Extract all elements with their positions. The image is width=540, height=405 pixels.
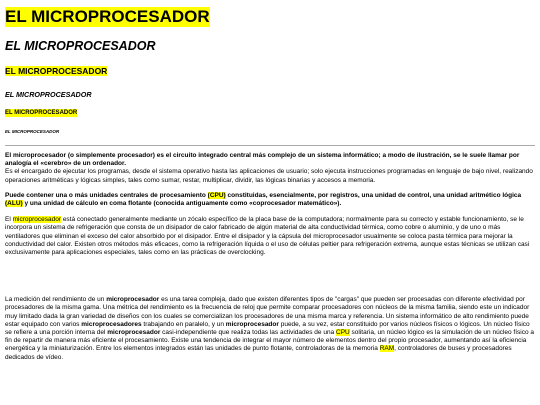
units-text-b: constituidas, esencialmente, por registros, una unidad de control, una unidad aritmético lógica	[225, 191, 522, 199]
units-text-c: y una unidad de cálculo en coma flotante (conocida antiguamente como «coprocesador matemático»).	[22, 200, 342, 208]
intro-bold: El microprocesador (o simplemente procesador) es el circuito integrado central más complejo de un sistema informático; a modo de ilustración, se le suele llamar por analogía el «cerebro» de un ordenador.	[5, 152, 520, 168]
paragraph-performance	[5, 296, 535, 362]
perf-bold-1: microprocesador	[106, 296, 160, 304]
intro-rest: Es el encargado de ejecutar los programas, desde el sistema operativo hasta las aplicaciones de usuario; solo ejecuta instrucciones programadas en lenguaje de bajo nivel, realizando operaciones aritméticas y lógicas simples, tales como sumar, restar, multiplicar, dividir, las lógicas binarias y accesos a memoria.	[5, 168, 533, 184]
perf-text-e: puede, a su vez, estar constituido por varios núcleos físicos o lógicos. Un núcleo físico se refiere a una porción interna del	[5, 320, 530, 337]
divider	[5, 145, 535, 146]
perf-bold-4: microprocesador	[107, 329, 161, 337]
perf-text-g: solitaria, un núcleo lógico es la simulación de un núcleo físico a fin de repartir de manera más eficiente el procesamiento. Existe una tendencia de integrar el mayor número de elementos dentro del propio procesador, aumentando así la eficiencia energética y la miniaturización. Entre los elementos integrados están las unidades de punto flotante, controladoras de la memoria	[5, 329, 535, 353]
heading-2: EL MICROPROCESADOR	[5, 39, 156, 53]
heading-3: EL MICROPROCESADOR	[5, 66, 108, 76]
heading-5: EL MICROPROCESADOR	[5, 110, 78, 116]
perf-bold-3: microprocesador	[225, 320, 279, 328]
perf-text-a: La medición del rendimiento de un	[5, 296, 107, 304]
cpu-highlight: (CPU)	[207, 191, 226, 199]
heading-6: EL MICROPROCESADOR	[5, 129, 60, 134]
perf-bold-2: microprocesadores	[81, 320, 142, 328]
perf-text-d: trabajando en paralelo, y un	[141, 320, 226, 328]
perf-text-f: casi-independiente que realiza todas las actividades de una	[160, 329, 336, 337]
cpu-highlight-2: CPU	[336, 329, 350, 337]
heading-4: EL MICROPROCESADOR	[5, 90, 92, 99]
paragraph-cooling	[5, 216, 535, 257]
ram-highlight: RAM	[379, 345, 395, 353]
paragraph-intro	[5, 152, 535, 185]
alu-highlight: (ALU)	[5, 200, 23, 208]
heading-1: EL MICROPROCESADOR	[5, 7, 210, 26]
microprocesador-highlight: microprocesador	[12, 216, 62, 224]
paragraph-units	[5, 192, 535, 208]
perf-text-h: , controladores de buses y procesadores dedicados de vídeo.	[5, 345, 512, 361]
units-text-a: Puede contener una o más unidades centrales de procesamiento	[5, 191, 208, 199]
cooling-lead: El	[5, 216, 13, 224]
cooling-text: está conectado generalmente mediante un zócalo específico de la placa base de la computadora; normalmente para su correcto y estable funcionamiento, se le incorpora un sistema de refrigeración que consta de un disipador de calor fabricado de algún material de alta conductividad térmica, como cobre o aluminio, y de uno o más ventiladores que eliminan el exceso del calor absorbido por el disipador. Entre el disipador y la cápsula del microprocesador usualmente se coloca pasta térmica para mejorar la conductividad del calor. Existen otros métodos más eficaces, como la refrigeración líquida o el uso de células peltier para refrigeración extrema, aunque estas técnicas se utilizan casi exclusivamente para aplicaciones especiales, tales como en las prácticas de overclocking.	[5, 216, 530, 257]
perf-text-c: es una tarea compleja, dado que existen diferentes tipos de "cargas" que pueden ser procesadas con diferente efectividad por procesadores de la misma gama. Una métrica del rendimiento es la frecuencia de reloj que permite comparar procesadores con núcleos de la misma familia, siendo este un indicador muy limitado dada la gran variedad de diseños con los cuales se comercializan los procesadores de una misma marca y referencia. Un sistema informático de alto rendimiento puede estar equipado con varios	[5, 296, 530, 328]
